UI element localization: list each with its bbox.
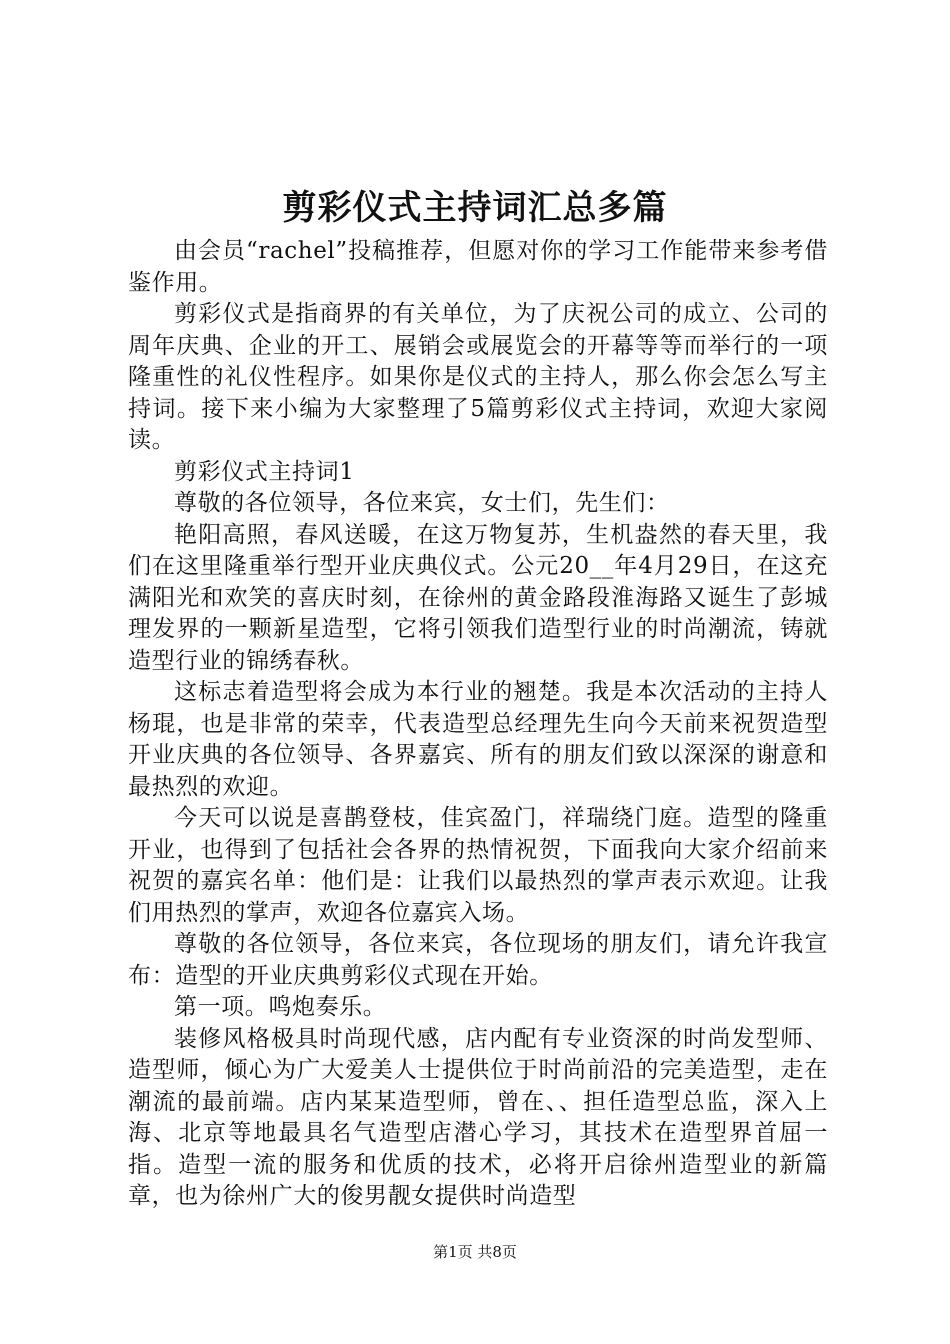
document-body: [128, 236, 828, 1213]
paragraph: 装修风格极具时尚现代感，店内配有专业资深的时尚发型师、造型师，倾心为广大爱美人士提供位于时尚前沿的完美造型，走在潮流的最前端。店内某某造型师，曾在、、担任造型总监，深入上海、北京等地最具名气造型店潜心学习，其技术在造型界首屈一指。造型一流的服务和优质的技术，必将开启徐州造型业的新篇章，也为徐州广大的俊男靓女提供时尚造型: [128, 1025, 828, 1209]
paragraph: 尊敬的各位领导，各位来宾，各位现场的朋友们，请允许我宣布：造型的开业庆典剪彩仪式现在开始。: [128, 931, 828, 989]
paragraph: 剪彩仪式是指商界的有关单位，为了庆祝公司的成立、公司的周年庆典、企业的开工、展销会或展览会的开幕等等而举行的一项隆重性的礼仪性程序。如果你是仪式的主持人，那么你会怎么写主持词。接下来小编为大家整理了5篇剪彩仪式主持词，欢迎大家阅读。: [128, 301, 828, 453]
paragraph: 这标志着造型将会成为本行业的翘楚。我是本次活动的主持人杨琨，也是非常的荣幸，代表造型总经理先生向今天前来祝贺造型开业庆典的各位领导、各界嘉宾、所有的朋友们致以深深的谢意和最热烈的欢迎。: [128, 679, 828, 800]
salutation: 尊敬的各位领导，各位来宾，女士们，先生们：: [174, 490, 670, 516]
page-number-footer: 第1页 共8页: [433, 1243, 517, 1261]
paragraph: 今天可以说是喜鹊登枝，佳宾盈门，祥瑞绕门庭。造型的隆重开业，也得到了包括社会各界的热情祝贺，下面我向大家介绍前来祝贺的嘉宾名单：他们是：让我们以最热烈的掌声表示欢迎。让我们用热烈的掌声，欢迎各位嘉宾入场。: [128, 805, 828, 926]
paragraph: 由会员“rachel”投稿推荐，但愿对你的学习工作能带来参考借鉴作用。: [128, 238, 828, 296]
paragraph: 第一项。鸣炮奏乐。: [174, 994, 387, 1020]
paragraph: 艳阳高照，春风送暖，在这万物复苏，生机盎然的春天里，我们在这里隆重举行型开业庆典仪式。公元20__年4月29日，在这充满阳光和欢笑的喜庆时刻，在徐州的黄金路段淮海路又诞生了彭城理发界的一颗新星造型，它将引领我们造型行业的时尚潮流，铸就造型行业的锦绣春秋。: [128, 521, 828, 674]
section-heading: 剪彩仪式主持词1: [174, 458, 355, 485]
document-title: 剪彩仪式主持词汇总多篇: [282, 188, 668, 228]
